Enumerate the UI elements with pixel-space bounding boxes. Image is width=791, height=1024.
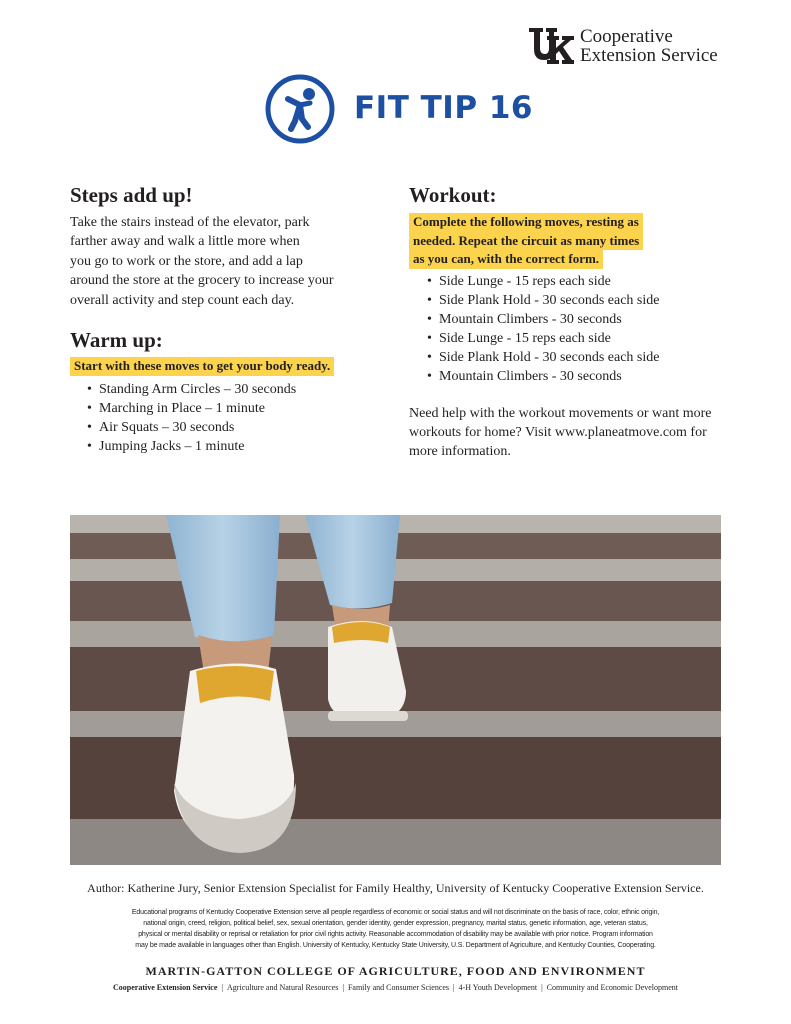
steps-line: around the store at the grocery to increase your bbox=[70, 273, 334, 289]
list-item: • Side Plank Hold - 30 seconds each side bbox=[427, 291, 729, 310]
workout-highlight bbox=[409, 213, 729, 269]
author-line: Author: Katherine Jury, Senior Extension Specialist for Family Healthy, University of Kentucky Cooperative Extension Service. bbox=[87, 881, 704, 895]
warmup-highlight bbox=[70, 357, 380, 376]
disclaimer-line: national origin, creed, religion, political belief, sex, sexual orientation, gender identity, gender expression, pregnancy, marital status, genetic information, age, veteran status, bbox=[143, 920, 648, 927]
unit-label: 4-H Youth Development bbox=[458, 983, 538, 992]
steps-line: farther away and walk a little more when bbox=[70, 234, 300, 250]
list-item: • Side Lunge - 15 reps each side bbox=[427, 272, 729, 291]
college-name: MARTIN-GATTON COLLEGE OF AGRICULTURE, FOOD AND ENVIRONMENT bbox=[145, 964, 646, 978]
workout-section bbox=[409, 183, 729, 462]
page-title: FIT TIP 16 bbox=[354, 90, 533, 126]
org-name bbox=[580, 27, 718, 65]
workout-help-line: more information. bbox=[409, 444, 511, 460]
list-item: • Standing Arm Circles – 30 seconds bbox=[87, 380, 380, 399]
warmup-highlight-text: Start with these moves to get your body ready. bbox=[70, 357, 334, 376]
org-name-line2: Extension Service bbox=[580, 45, 718, 66]
org-name-line1: Cooperative bbox=[580, 26, 673, 47]
workout-list bbox=[427, 272, 729, 386]
workout-help bbox=[409, 404, 729, 462]
steps-line: Take the stairs instead of the elevator, park bbox=[70, 215, 310, 230]
disclaimer-line: Educational programs of Kentucky Cooperative Extension serve all people regardless of economic or social status and will not discriminate on the basis of race, color, ethnic origin, bbox=[131, 909, 660, 916]
unit-label: Family and Consumer Sciences bbox=[347, 983, 450, 992]
list-item: • Side Plank Hold - 30 seconds each side bbox=[427, 348, 729, 367]
stretching-person-icon bbox=[264, 73, 336, 145]
uk-logo-icon bbox=[527, 26, 575, 66]
disclaimer bbox=[90, 907, 701, 951]
steps-section bbox=[70, 183, 370, 310]
list-item: • Mountain Climbers - 30 seconds bbox=[427, 367, 729, 386]
list-item: • Jumping Jacks – 1 minute bbox=[87, 437, 380, 456]
list-item: • Mountain Climbers - 30 seconds bbox=[427, 310, 729, 329]
disclaimer-line: may be made available in languages other than English. University of Kentucky, Kentucky State University, U.S. Department of Agriculture, and Kentucky Counties, Cooperating. bbox=[135, 942, 656, 949]
workout-help-line: workouts for home? Visit www.planeatmove.com for bbox=[409, 424, 707, 440]
workout-help-line: Need help with the workout movements or want more bbox=[409, 405, 712, 421]
unit-label: Agriculture and Natural Resources bbox=[227, 983, 339, 992]
warmup-heading: Warm up: bbox=[70, 328, 163, 352]
warmup-section bbox=[70, 328, 380, 456]
steps-line: you go to work or the store, and add a lap bbox=[70, 253, 303, 269]
workout-highlight-line: Complete the following moves, resting as bbox=[409, 213, 643, 232]
list-item: • Side Lunge - 15 reps each side bbox=[427, 329, 729, 348]
workout-heading: Workout: bbox=[409, 183, 497, 207]
extension-units: Cooperative Extension Service | Agriculture and Natural Resources | Family and Consumer Sciences | 4-H Youth Development | Community and Economic Development bbox=[112, 983, 679, 992]
warmup-list bbox=[87, 380, 380, 456]
list-item: • Marching in Place – 1 minute bbox=[87, 399, 380, 418]
stairs-sneakers-photo bbox=[70, 515, 721, 865]
workout-highlight-line: needed. Repeat the circuit as many times bbox=[409, 232, 643, 251]
list-item: • Air Squats – 30 seconds bbox=[87, 418, 380, 437]
unit-label: Cooperative Extension Service bbox=[112, 983, 218, 992]
steps-line: overall activity and step count each day. bbox=[70, 292, 295, 308]
workout-highlight-line: as you can, with the correct form. bbox=[409, 250, 603, 269]
disclaimer-line: physical or mental disability or reprisal or retaliation for prior civil rights activity. Reasonable accommodation of disability may be available with prior notice. Program information bbox=[138, 931, 653, 938]
steps-heading: Steps add up! bbox=[70, 183, 193, 207]
unit-label: Community and Economic Development bbox=[546, 983, 679, 992]
